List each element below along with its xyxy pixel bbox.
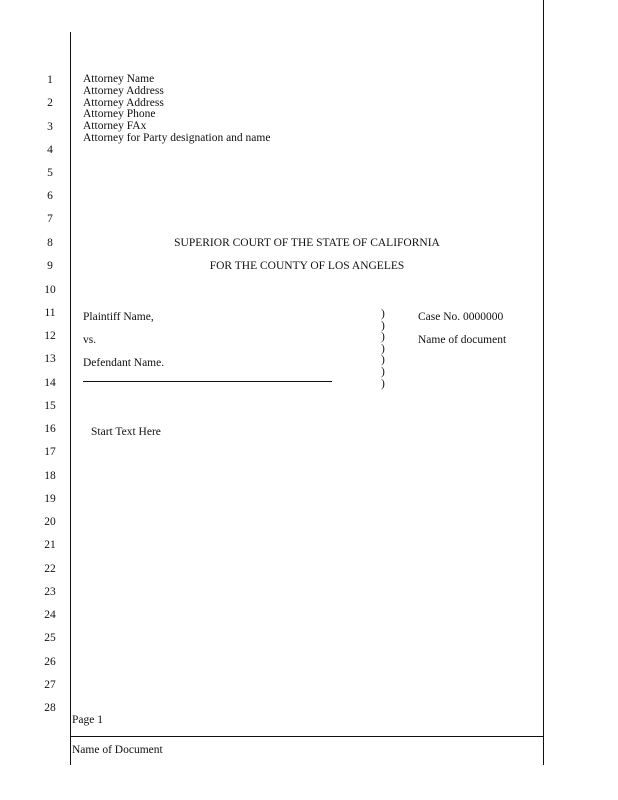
caption-paren: ) <box>381 354 385 367</box>
line-number: 27 <box>44 679 56 691</box>
line-number: 26 <box>44 656 56 668</box>
caption-paren: ) <box>381 377 385 390</box>
caption-paren: ) <box>381 365 385 378</box>
line-number: 7 <box>47 213 53 225</box>
body-text: Start Text Here <box>91 426 161 438</box>
footer-rule <box>70 736 544 737</box>
attorney-phone: Attorney Phone <box>83 108 156 121</box>
caption-paren: ) <box>381 331 385 344</box>
line-number: 20 <box>44 516 56 528</box>
line-number: 28 <box>44 702 56 714</box>
line-number: 11 <box>44 307 56 319</box>
line-number: 9 <box>47 260 53 272</box>
line-number: 12 <box>44 330 56 342</box>
attorney-address: Attorney Address <box>83 96 164 109</box>
line-number: 17 <box>44 446 56 458</box>
caption-paren: ) <box>381 319 385 332</box>
line-number: 16 <box>44 423 56 435</box>
attorney-address: Attorney Address <box>83 84 164 97</box>
caption-paren: ) <box>381 308 385 320</box>
line-number: 8 <box>47 237 53 249</box>
case-number: Case No. 0000000 <box>418 311 504 323</box>
left-margin-rule <box>70 32 71 765</box>
line-number: 4 <box>47 144 53 156</box>
line-number: 5 <box>47 167 53 179</box>
line-number: 15 <box>44 400 56 412</box>
line-number: 24 <box>44 609 56 621</box>
right-margin-rule <box>543 0 544 765</box>
line-number: 13 <box>44 353 56 365</box>
footer-document-name: Name of Document <box>72 744 163 756</box>
line-number: 10 <box>44 284 56 296</box>
attorney-fax: Attorney FAx <box>83 120 147 133</box>
court-county: FOR THE COUNTY OF LOS ANGELES <box>209 260 405 272</box>
line-number: 18 <box>44 470 56 482</box>
line-number: 1 <box>47 74 53 86</box>
versus-label: vs. <box>83 334 97 346</box>
caption-paren: ) <box>381 342 385 355</box>
attorney-for-party: Attorney for Party designation and name <box>83 131 271 144</box>
page-number: Page 1 <box>72 714 103 726</box>
document-name: Name of document <box>418 334 507 346</box>
line-number: 22 <box>44 563 56 575</box>
line-number: 3 <box>47 121 53 133</box>
line-number: 21 <box>44 539 56 551</box>
line-number: 2 <box>47 97 53 109</box>
line-number: 6 <box>47 190 53 202</box>
attorney-header <box>83 74 270 145</box>
attorney-name: Attorney Name <box>83 73 155 85</box>
defendant-name: Defendant Name. <box>83 357 165 369</box>
caption-underline <box>83 381 332 382</box>
plaintiff-name: Plaintiff Name, <box>83 311 154 323</box>
line-number: 19 <box>44 493 56 505</box>
court-title: SUPERIOR COURT OF THE STATE OF CALIFORNIA <box>174 237 440 249</box>
caption-parentheses <box>381 309 385 390</box>
line-number: 23 <box>44 586 56 598</box>
line-number: 14 <box>44 377 56 389</box>
line-number: 25 <box>44 632 56 644</box>
